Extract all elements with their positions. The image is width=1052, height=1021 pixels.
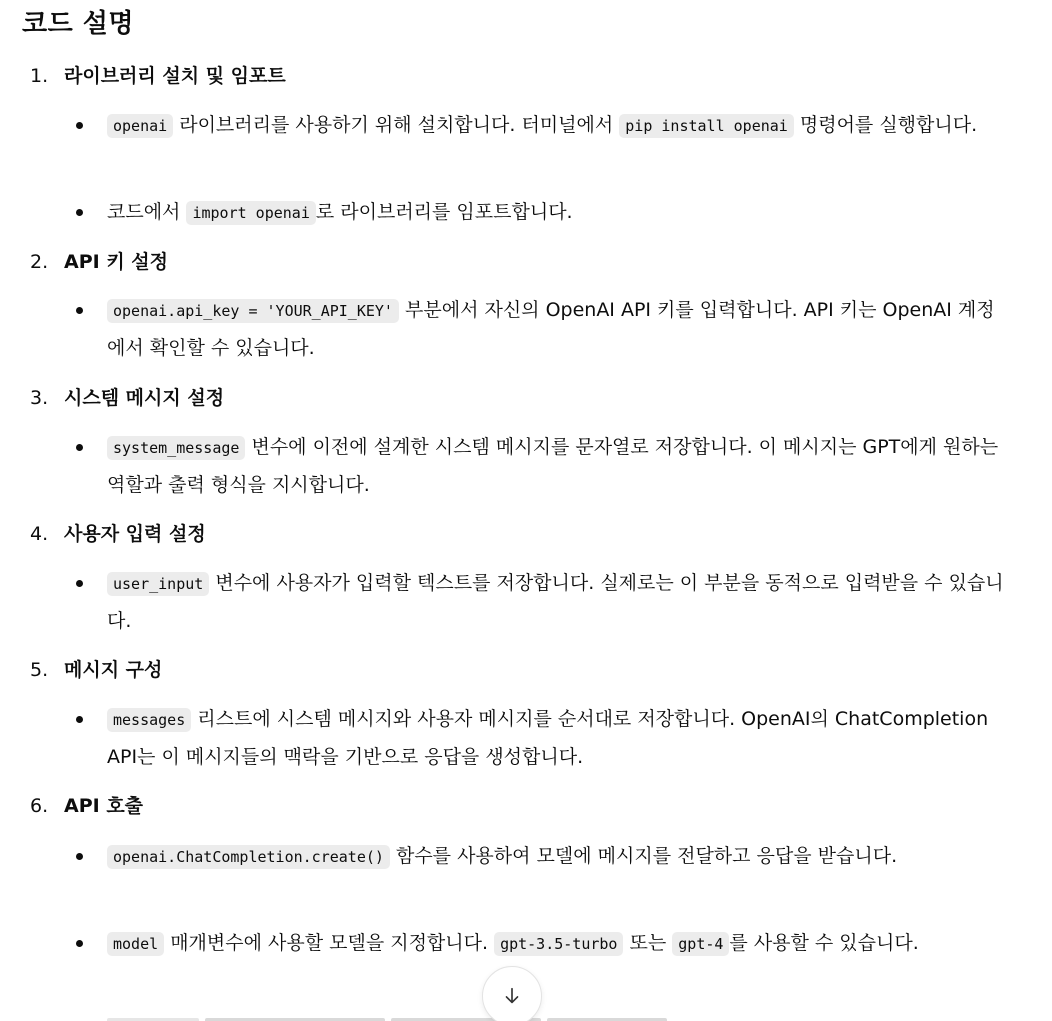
bullet-text: 명령어를 실행합니다.: [793, 114, 978, 136]
bullet-text: 함수를 사용하여 모델에 메시지를 전달하고 응답을 받습니다.: [389, 845, 898, 867]
step-title: API 호출: [64, 795, 144, 817]
list-item: [107, 565, 1007, 640]
inline-code: system_message: [107, 436, 245, 460]
inline-code: openai.api_key = 'YOUR_API_KEY': [107, 299, 399, 323]
bullet-text: 리스트에 시스템 메시지와 사용자 메시지를 순서대로 저장합니다. OpenAI의 ChatCompletion API는 이 메시지들의 맥락을 기반으로 응답을 생성합니다.: [107, 708, 989, 768]
scroll-to-bottom-button[interactable]: [482, 966, 542, 1021]
section-heading: 코드 설명: [22, 9, 135, 39]
inline-code: openai.ChatCompletion.create(): [107, 845, 390, 869]
list-item: [107, 838, 1007, 876]
step-number: 6.: [30, 795, 49, 817]
bullet-text: 또는: [623, 932, 673, 954]
bullet-text: 변수에 이전에 설계한 시스템 메시지를 문자열로 저장합니다. 이 메시지는 GPT에게 원하는 역할과 출력 형식을 지시합니다.: [107, 436, 999, 496]
bullet-icon: [76, 580, 83, 587]
step-title: 메시지 구성: [64, 659, 163, 681]
step-title: 사용자 입력 설정: [64, 523, 206, 545]
step-number: 1.: [30, 65, 49, 87]
step-1-heading: [30, 61, 286, 91]
step-number: 2.: [30, 251, 49, 273]
inline-code: openai: [107, 114, 173, 138]
cut-off-text-line: [107, 1015, 727, 1021]
bullet-icon: [76, 716, 83, 723]
step-5-heading: [30, 655, 162, 685]
step-4-heading: [30, 519, 206, 549]
bullet-icon: [76, 307, 83, 314]
arrow-down-icon: [501, 985, 523, 1007]
step-number: 4.: [30, 523, 49, 545]
bullet-icon: [76, 444, 83, 451]
bullet-text: 로 라이브러리를 임포트합니다.: [315, 201, 573, 223]
bullet-icon: [76, 940, 83, 947]
list-item: [107, 925, 1007, 963]
inline-code: import openai: [186, 201, 315, 225]
list-item: [107, 701, 1007, 776]
bullet-text: 라이브러리를 사용하기 위해 설치합니다. 터미널에서: [173, 114, 620, 136]
inline-code: model: [107, 932, 164, 956]
bullet-text: 를 사용할 수 있습니다.: [729, 932, 919, 954]
step-title: API 키 설정: [64, 251, 168, 273]
list-item: [107, 292, 1007, 367]
bullet-text: 변수에 사용자가 입력할 텍스트를 저장합니다. 실제로는 이 부분을 동적으로 입력받을 수 있습니다.: [107, 572, 1004, 632]
bullet-text: 코드에서: [107, 201, 187, 223]
step-6-heading: [30, 791, 143, 821]
inline-code: gpt-4: [672, 932, 729, 956]
bullet-icon: [76, 122, 83, 129]
inline-code: pip install openai: [619, 114, 794, 138]
bullet-icon: [76, 209, 83, 216]
list-item: [107, 194, 1007, 232]
inline-code: user_input: [107, 572, 209, 596]
step-title: 시스템 메시지 설정: [64, 387, 225, 409]
bullet-text: 매개변수에 사용할 모델을 지정합니다.: [164, 932, 495, 954]
step-2-heading: [30, 247, 168, 277]
step-3-heading: [30, 383, 224, 413]
step-title: 라이브러리 설치 및 임포트: [64, 65, 286, 87]
inline-code: messages: [107, 708, 191, 732]
list-item: [107, 429, 1007, 504]
list-item: [107, 107, 1007, 145]
bullet-icon: [76, 853, 83, 860]
inline-code: gpt-3.5-turbo: [494, 932, 623, 956]
step-number: 3.: [30, 387, 49, 409]
bullet-text: 부분에서 자신의 OpenAI API 키를 입력합니다. API 키는 OpenAI 계정에서 확인할 수 있습니다.: [107, 299, 995, 359]
step-number: 5.: [30, 659, 49, 681]
